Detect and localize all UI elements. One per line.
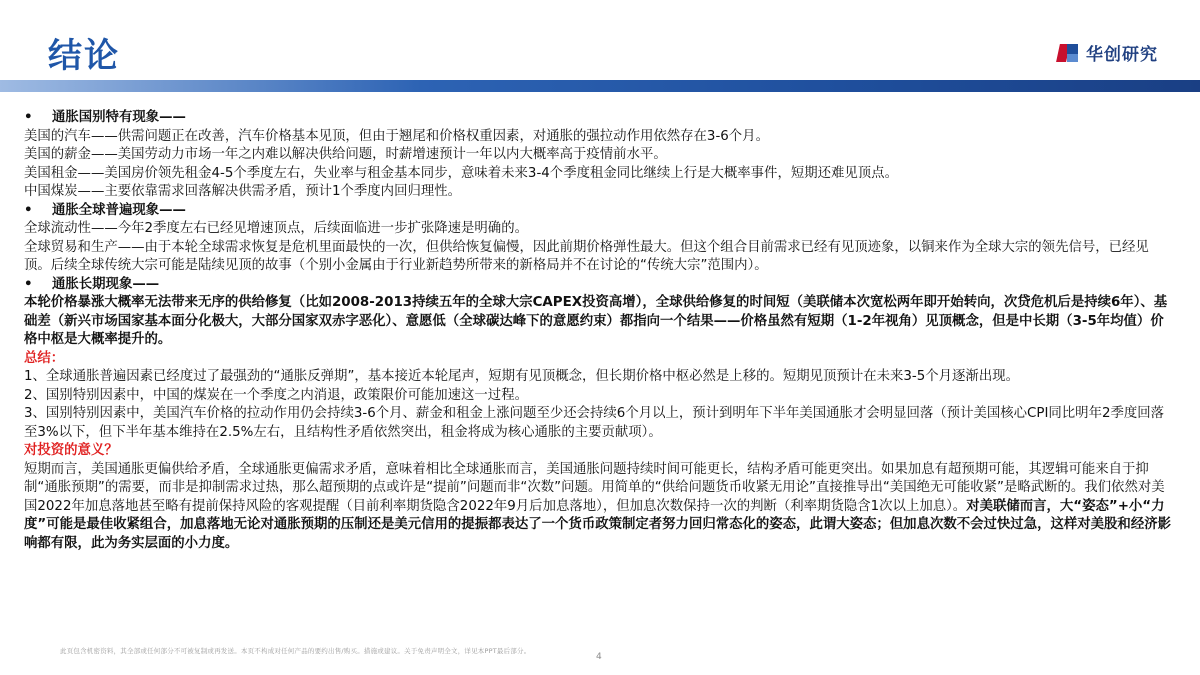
- page-number: 4: [596, 652, 602, 662]
- text-line: 全球贸易和生产——由于本轮全球需求恢复是危机里面最快的一次，但供给恢复偏慢，因此前期价格弹性最大。但这个组合目前需求已经有见顶迹象，以铜来作为全球大宗的领先信号，已经见顶。后续全球传统大宗可能是陆续见顶的故事（个别小金属由于行业新趋势所带来的新格局并不在讨论的“传统大宗”范围内）。: [24, 239, 1149, 273]
- brand-logo: [1058, 40, 1158, 65]
- text-line: 中国煤炭——主要依靠需求回落解决供需矛盾，预计1个季度内回归理性。: [24, 184, 462, 199]
- text-line: 美国的汽车——供需问题正在改善，汽车价格基本见顶，但由于翘尾和价格权重因素，对通胀的强拉动作用依然存在3-6个月。: [24, 128, 769, 144]
- bullet-icon: •: [24, 276, 33, 292]
- text-paragraph: 本轮价格暴涨大概率无法带来无序的供给修复（比如2008-2013持续五年的全球大宗CAPEX投资高增），全球供给修复的时间短（美联储本次宽松两年即开始转向，次贷危机后是持续6年）、基础差（新兴市场国家基本面分化极大，大部分国家双赤字恶化）、意愿低（全球碳达峰下的意愿约束）都指向一个结果——价格虽然有短期（1-2年视角）见顶概念，但是中长期（3-5年均值）价格中枢是大概率提升的。: [24, 295, 1168, 347]
- section-heading: • 通胀国别特有现象——: [24, 109, 1174, 128]
- summary-heading: 总结：: [24, 350, 65, 366]
- bullet-icon: •: [24, 110, 33, 125]
- section-heading: • 通胀全球普遍现象——: [24, 202, 1174, 221]
- logo-text: 华创研究: [1086, 45, 1158, 65]
- header-band: [0, 80, 1200, 92]
- investment-paragraph: [24, 461, 1174, 554]
- summary-item: 1、全球通胀普遍因素已经度过了最强劲的“通胀反弹期”，基本接近本轮尾声，短期有见顶概念，但长期价格中枢必然是上移的。短期见顶预计在未来3-5个月逐渐出现。: [24, 369, 1019, 384]
- investment-bold-text: 对美联储而言，大“姿态”+小“力度”可能是最佳收紧组合，加息落地无论对通胀预期的压制还是美元信用的提振都表达了一个货币政策制定者努力回归常态化的姿态，此谓大姿态；但加息次数不会过快过急，这样对美股和经济影响都有限，此为务实层面的小力度。: [24, 498, 1171, 551]
- disclaimer-note: 此页包含机密资料，其全部或任何部分不可被复制或再发送。本页不构成对任何产品的要约出售/购买。措施或建议。关于免责声明全文，详见本PPT最后部分。: [60, 647, 531, 655]
- bullet-icon: •: [24, 202, 33, 218]
- page-title: 结论: [48, 36, 120, 76]
- investment-text: 短期而言，美国通胀更偏供给矛盾，全球通胀更偏需求矛盾，意味着相比全球通胀而言，美国通胀问题持续时间可能更长，结构矛盾可能更突出。如果加息有超预期可能，其逻辑可能来自于抑制“通胀预期”的需要，而非是抑制需求过热，那么超预期的点或许是“提前”问题而非“次数”问题。用简单的“供给问题货币收紧无用论”直接推导出“美国绝无可能收紧”是略武断的。我们依然对美国2022年加息落地甚至略有提前保持风险的客观提醒（目前利率期货隐含2022年9月后加息落地），但加息次数保持一次的判断（利率期货隐含1次以上加息）。: [24, 461, 1165, 514]
- main-content: [24, 109, 1174, 553]
- logo-mark-icon: [1058, 42, 1080, 64]
- summary-item: 3、国别特别因素中，美国汽车价格的拉动作用仍会持续3-6个月、薪金和租金上涨问题至少还会持续6个月以上，预计到明年下半年美国通胀才会明显回落（预计美国核心CPI同比明年2季度回落至3%以下，但下半年基本维持在2.5%左右，且结构性矛盾依然突出，租金将成为核心通胀的主要贡献项）。: [24, 406, 1165, 440]
- text-line: 全球流动性——今年2季度左右已经见增速顶点，后续面临进一步扩张降速是明确的。: [24, 221, 528, 236]
- investment-heading: 对投资的意义？: [24, 443, 118, 458]
- text-line: 美国的薪金——美国劳动力市场一年之内难以解决供给问题，时薪增速预计一年以内大概率高于疫情前水平。: [24, 147, 667, 162]
- text-line: 美国租金——美国房价领先租金4-5个季度左右，失业率与租金基本同步，意味着未来3-4个季度租金同比继续上行是大概率事件，短期还难见顶点。: [24, 165, 898, 181]
- section-heading: • 通胀长期现象——: [24, 276, 1174, 295]
- summary-item: 2、国别特别因素中，中国的煤炭在一个季度之内消退，政策限价可能加速这一过程。: [24, 387, 528, 403]
